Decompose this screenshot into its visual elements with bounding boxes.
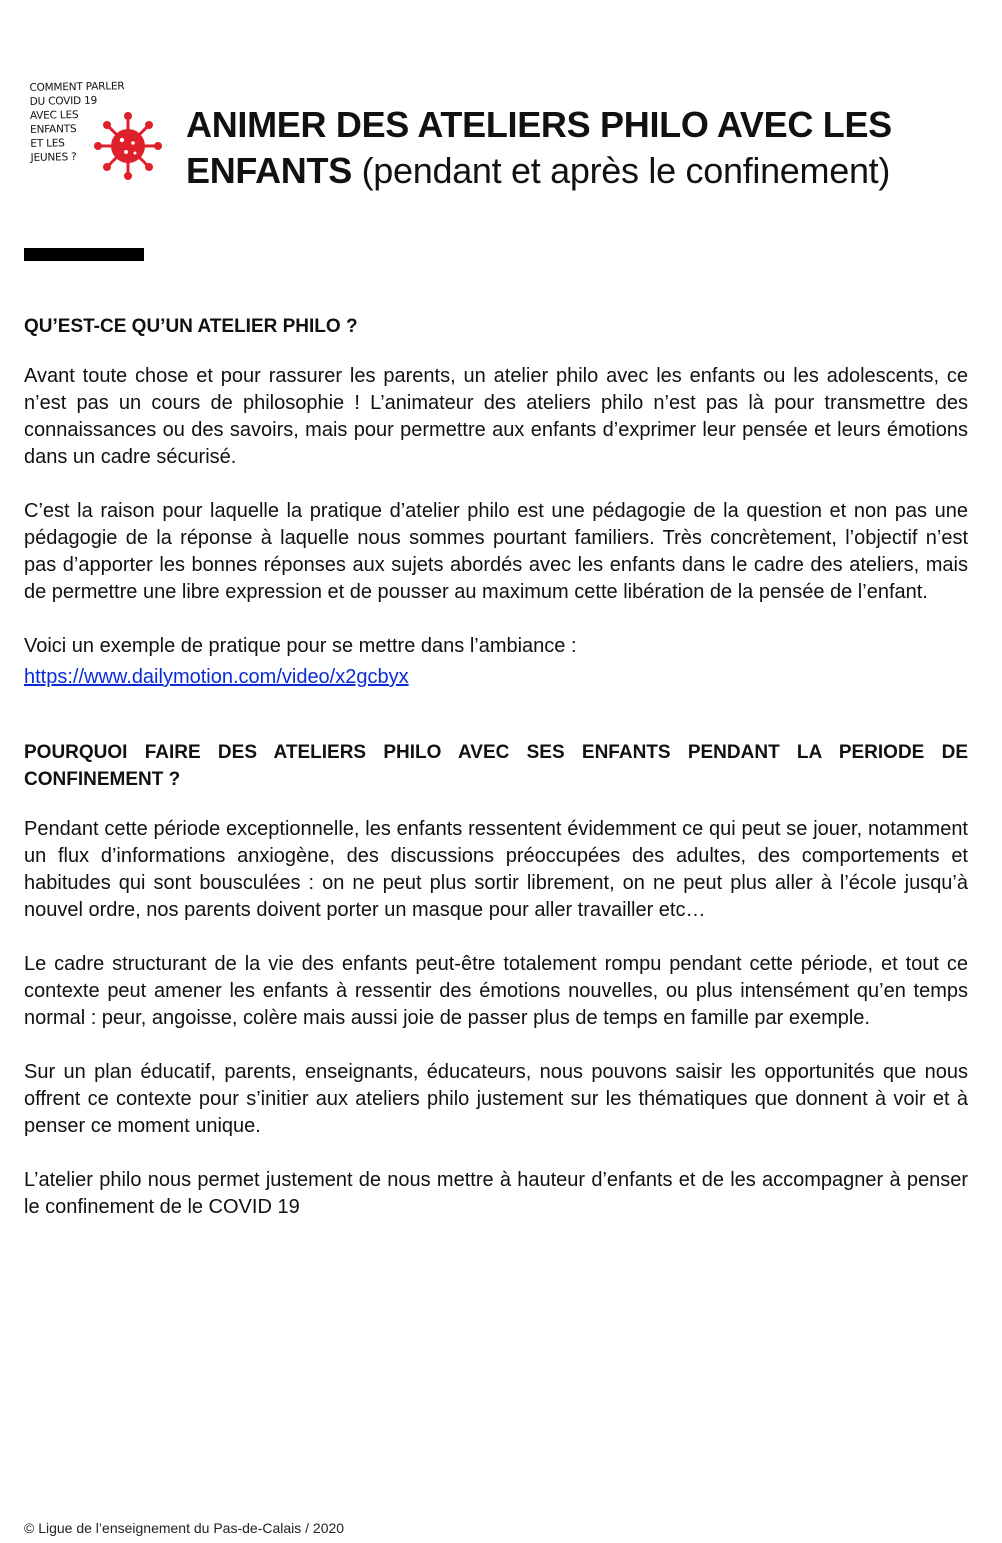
paragraph: Sur un plan éducatif, parents, enseignants, éducateurs, nous pouvons saisir les opportunités que nous offrent ce contexte pour s’initier aux ateliers philo justement sur les thématiques que donnent à voir et à penser ce moment unique. bbox=[24, 1061, 968, 1137]
logo-text: COMMENT PARLER DU COVID 19 AVEC LES ENFANTS ET LES JEUNES ? bbox=[29, 80, 125, 164]
document-body bbox=[24, 313, 968, 1221]
paragraph: Avant toute chose et pour rassurer les parents, un atelier philo avec les enfants ou les adolescents, ce n’est pas un cours de philosophie ! L’animateur des ateliers philo n’est pas là pour transmettre des connaissances ou des savoirs, mais pour permettre aux enfants d’exprimer leur pensée et leurs émotions dans un cadre sécurisé. bbox=[24, 365, 968, 468]
section-heading-why: POURQUOI FAIRE DES ATELIERS PHILO AVEC SES ENFANTS PENDANT LA PERIODE DE CONFINEMENT ? bbox=[24, 742, 968, 790]
paragraph: C’est la raison pour laquelle la pratique d’atelier philo est une pédagogie de la question et non pas une pédagogie de la réponse à laquelle nous sommes pourtant familiers. Très concrètement, l’objectif n’est pas d’apporter les bonnes réponses aux sujets abordés avec les enfants dans le cadre des ateliers, mais de permettre une libre expression et de pousser au maximum cette libération de la pensée de l’enfant. bbox=[24, 500, 968, 603]
virus-icon bbox=[88, 110, 184, 182]
section-heading-what-is: QU’EST-CE QU’UN ATELIER PHILO ? bbox=[24, 316, 358, 337]
paragraph: Le cadre structurant de la vie des enfants peut-être totalement rompu pendant cette période, et tout ce contexte peut amener les enfants à ressentir des émotions nouvelles, ou plus intensément qu’en temps normal : peur, angoisse, colère mais aussi joie de passer plus de temps en famille par exemple. bbox=[24, 953, 968, 1029]
page-title-subtitle: (pendant et après le confinement) bbox=[351, 150, 891, 191]
footer-copyright: © Ligue de l’enseignement du Pas-de-Calais / 2020 bbox=[24, 1520, 345, 1536]
paragraph: Pendant cette période exceptionnelle, les enfants ressentent évidemment ce qui peut se jouer, notamment un flux d’informations anxiogène, des discussions préoccupées des adultes, des comportements et habitudes qui sont bousculées : on ne peut plus sortir librement, on ne peut plus aller à l’école jusqu’à nouvel ordre, nos parents doivent porter un masque pour aller travailler etc… bbox=[24, 818, 968, 921]
title-divider bbox=[24, 248, 144, 261]
paragraph: Voici un exemple de pratique pour se mettre dans l’ambiance : bbox=[24, 635, 577, 657]
video-link[interactable]: https://www.dailymotion.com/video/x2gcbyx bbox=[24, 666, 409, 688]
page-title-bold: ANIMER DES ATELIERS PHILO AVEC LES ENFANTS bbox=[186, 104, 892, 191]
paragraph: L’atelier philo nous permet justement de nous mettre à hauteur d’enfants et de les accompagner à penser le confinement de le COVID 19 bbox=[24, 1169, 968, 1218]
page-title bbox=[186, 102, 976, 194]
logo bbox=[30, 80, 160, 190]
